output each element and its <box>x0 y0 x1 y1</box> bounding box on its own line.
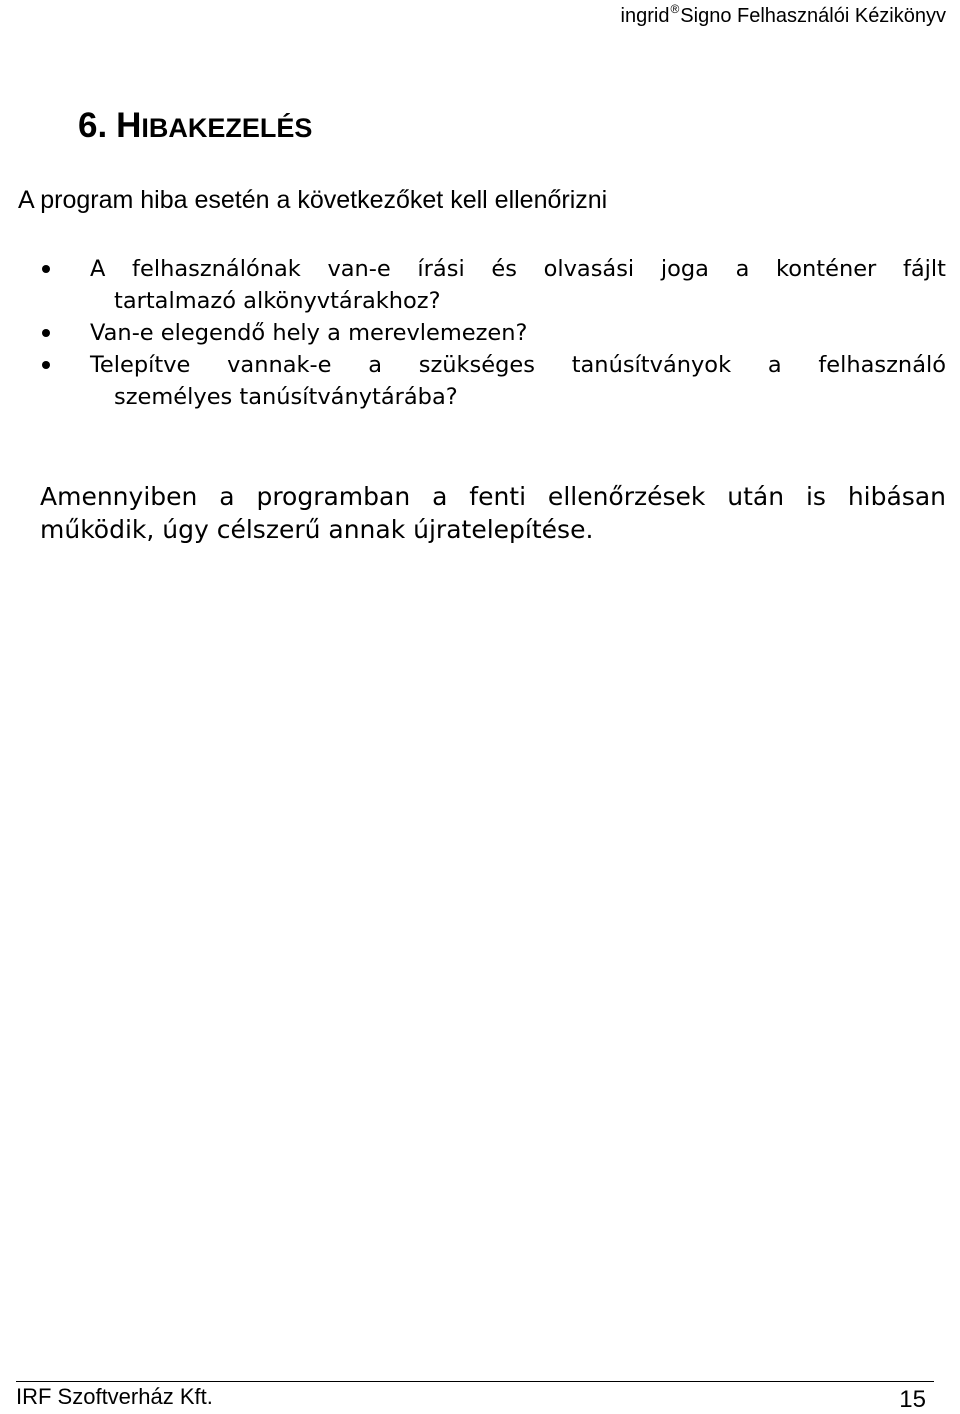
bullet-icon <box>42 329 50 337</box>
running-header <box>621 2 946 28</box>
list-item <box>40 317 946 349</box>
bullet-icon <box>42 361 50 369</box>
list-item-line: A felhasználónak van-e írási és olvasási joga a konténer fájlt <box>90 256 946 282</box>
registered-mark: ® <box>670 2 680 16</box>
intro-paragraph: A program hiba esetén a következőket kell ellenőrizni <box>18 186 608 214</box>
list-item-text <box>90 349 946 413</box>
list-item-line: tartalmazó alkönyvtárakhoz? <box>114 288 441 314</box>
list-item-line: személyes tanúsítványtárába? <box>114 384 458 410</box>
header-brand: ingrid <box>620 5 670 27</box>
section-title <box>78 106 312 146</box>
bullet-icon <box>42 265 50 273</box>
list-item-text <box>90 320 527 346</box>
list-item-text <box>90 253 946 317</box>
header-title: Signo Felhasználói Kézikönyv <box>680 5 946 27</box>
list-item <box>40 253 946 317</box>
checklist <box>40 253 946 413</box>
list-item <box>40 349 946 413</box>
page-number: 15 <box>899 1386 926 1413</box>
list-item-line: Telepítve vannak-e a szükséges tanúsítványok a felhasználó <box>90 352 946 378</box>
closing-line: Amennyiben a programban a fenti ellenőrzések után is hibásan <box>40 482 946 511</box>
section-title-initial: H <box>116 106 142 145</box>
list-item-line: Van-e elegendő hely a merevlemezen? <box>90 320 528 346</box>
section-number: 6. <box>78 106 108 145</box>
footer-divider <box>16 1381 934 1382</box>
closing-paragraph <box>40 480 946 546</box>
section-title-rest: IBAKEZELÉS <box>141 113 313 143</box>
closing-line: működik, úgy célszerű annak újratelepítése. <box>40 515 594 544</box>
footer-company: IRF Szoftverház Kft. <box>16 1384 213 1409</box>
